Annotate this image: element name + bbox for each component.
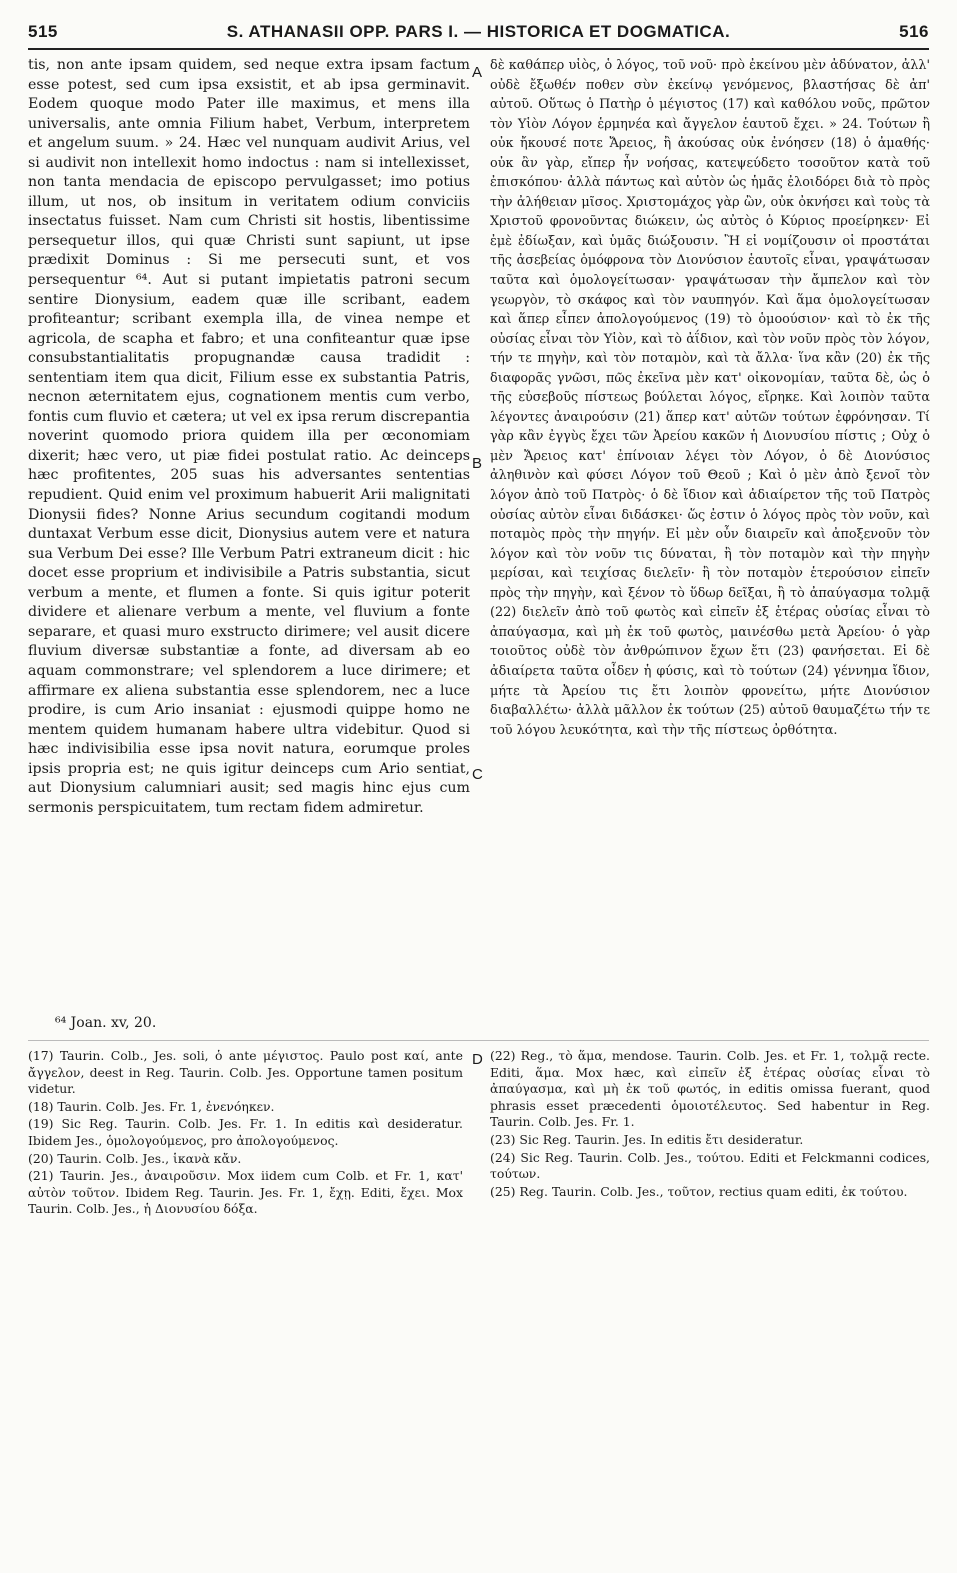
note-23: (23) Sic Reg. Taurin. Jes. In editis ἔτι desideratur. [490,1131,804,1147]
notes-right [490,1048,930,1201]
notes-left [28,1048,463,1219]
page-header [28,18,929,50]
footnote-divider [28,1040,929,1041]
note-22: (22) Reg., τὸ ἅμα, mendose. Taurin. Colb. Jes. et Fr. 1, τολμᾷ recte. Editi, ἅμα. Mox hæc, καὶ εἰπεῖν ἐξ ἑτέρας οὐσίας εἶναι τὸ ἀπαύγασμα, καὶ μὴ ἐκ τοῦ φωτός, in editis omissa fuerant, quod phrasis esset præcedenti ὁμοιοτέλευτος. Sed habentur in Reg. Taurin. Colb. Jes. Fr. 1. [490,1048,930,1130]
latin-text: tis, non ante ipsam quidem, sed neque extra ipsam factum esse potest, sed cum ipsa exsistit, et ab ipsa germinavit. Eodem quoque modo Pater ille maximus, et mens illa universalis, ante omnia Filium habet, Verbum, interpretem et angelum suum. » 24. Hæc vel nunquam audivit Arius, vel si audivit non intellexit homo indoctus : nam si intellexisset, non tanta mendacia de episcopo pervulgasset; imo potius illum, ut nos, ob insitum in veritatem odium conviciis insectatus fuisset. Nam cum Christi sit hostis, libentissime persequetur illos, qui quæ Christi sunt sapiunt, ut ipse prædixit Dominus : Si me persecuti sunt, et vos persequentur ⁶⁴. Aut si putant impietatis patroni secum sentire Dionysium, eadem quæ ille scribant, eadem profiteantur; scribant exempla illa, de vinea nempe et agricola, de scapha et fabro; et una confiteantur quæ ipse consubstantialitatis propugnandæ causa tradidit : sententiam item qua dicit, Filium esse ex substantia Patris, necnon æternitatem ejus, cognationem mentis cum verbo, fontis cum fluvio et cætera; ut vel ex ipsa rerum discrepantia noverint quomodo priora quidem illa per œconomiam dixerit; hæc vero, ut piæ fidei postulat ratio. Ac deinceps hæc profitentes, 205 suas his adversantes sententias repudient. Quid enim vel proximum habuerit Arii malignitati Dionysii fides? Nonne Arius secundum cogitandi modum duntaxat Verbum esse dicit, Dionysius autem vere et natura sua Verbum Dei esse? Ille Verbum Patri extraneum dicit : hic docet esse proprium et indivisibile a Patris substantia, sicut verbum a mente, et flumen a fonte. Si quis igitur poterit dividere et alienare verbum a mente, vel fluvium a fonte separare, et quasi muro exstructo dirimere; vel ausit dicere fluvium diversæ substantiæ a fonte, ad diversam ab eo aquam commonstrare; vel splendorem a luce dirimere; et affirmare ex aliena substantia esse splendorem, nec a luce prodire, is cum Ario insaniat : ejusmodi quippe homo ne mentem quidem humanam habere ultra videbitur. Quod si hæc indivisibilia esse ipsa novit natura, eorumque proles ipsis propria est; ne quis igitur deinceps cum Ario sentiat, aut Dionysium calumniari ausit; sed magis hinc ejus cum sermonis perspicuitatem, tum rectam fidem admiretur. [28,57,470,816]
marker-d: D [472,1051,483,1068]
marker-a: A [472,64,483,81]
scripture-footnote: ⁶⁴ Joan. xv, 20. [55,1015,157,1031]
page-number-right: 516 [899,22,929,41]
greek-column [490,56,930,740]
note-19: (19) Sic Reg. Taurin. Colb. Jes. Fr. 1. In editis καὶ desideratur. Ibidem Jes., ὁμολογούμενος, pro ἀπολογούμενος. [28,1116,463,1148]
marker-b: B [472,455,483,472]
latin-column [28,56,470,818]
running-title: S. ATHANASII OPP. PARS I. — HISTORICA ET DOGMATICA. [226,22,731,41]
greek-text: δὲ καθάπερ υἱὸς, ὁ λόγος, τοῦ νοῦ· πρὸ ἐκείνου μὲν ἀδύνατον, ἀλλ' οὐδὲ ἔξωθέν ποθεν σὺν ἐκείνῳ γενόμενος, βλαστήσας δὲ ἀπ' αὐτοῦ. Οὕτως ὁ Πατὴρ ὁ μέγιστος (17) καὶ καθόλου νοῦς, πρῶτον τὸν Υἱὸν Λόγον ἑρμηνέα καὶ ἄγγελον ἑαυτοῦ ἔχει. » 24. Τούτων ἢ οὐκ ἤκουσέ ποτε Ἄρειος, ἢ ἀκούσας οὐκ ἐνόησεν (18) ὁ ἀμαθής· οὐκ ἂν γὰρ, εἴπερ ἦν νοήσας, κατεψεύδετο τοσοῦτον κατὰ τοῦ ἐπισκόπου· ἀλλὰ πάντως καὶ αὐτὸν ὡς ἡμᾶς ἐλοιδόρει διὰ τὸ πρὸς τὴν ἀλήθειαν μῖσος. Χριστομάχος γὰρ ὢν, οὐκ ὀκνήσει καὶ τοὺς τὰ Χριστοῦ φρονοῦντας διώκειν, ὡς αὐτὸς ὁ Κύριος προείρηκεν· Εἰ ἐμὲ ἐδίωξαν, καὶ ὑμᾶς διώξουσιν. Ἢ εἰ νομίζουσιν οἱ προστάται τῆς ἀσεβείας ὁμόφρονα τὸν Διονύσιον ἑαυτοῖς εἶναι, γραψάτωσαν ταῦτα καὶ ὁμολογείτωσαν· γραψάτωσαν τὴν ἄμπελον καὶ τὸν γεωργὸν, τὸ σκάφος καὶ τὸν ναυπηγόν. Καὶ ἅμα ὁμολογείτωσαν καὶ ἅπερ εἶπεν ἀπολογούμενος (19) τὸ ὁμοούσιον· καὶ τὸ ἐκ τῆς οὐσίας εἶναι τὸν Υἱὸν, καὶ τὸ ἀΐδιον, καὶ τὸν νοῦν πρὸς τὸν λόγον, τήν τε πηγὴν, καὶ τὸν ποταμὸν, καὶ τὰ ἄλλα· ἵνα κἂν (20) ἐκ τῆς διαφορᾶς γνῶσι, πῶς ἐκεῖνα μὲν κατ' οἰκονομίαν, ταῦτα δὲ, ὡς ὁ τῆς εὐσεβοῦς πίστεως βούλεται λόγος, εἴρηκε. Καὶ λοιπὸν ταῦτα λέγοντες ἀναιρούσιν (21) ἅπερ κατ' αὐτῶν τούτων ἐφρόνησαν. Τί γὰρ κἂν ἐγγὺς ἔχει τῶν Ἀρείου κακῶν ἡ Διονυσίου πίστις ; Οὐχ ὁ μὲν Ἄρειος κατ' ἐπίνοιαν λέγει τὸν Λόγον, ὁ δὲ Διονύσιος ἀληθινὸν καὶ φύσει Λόγον τοῦ Θεοῦ ; Καὶ ὁ μὲν ἀπὸ ξενοῖ τὸν λόγον ἀπὸ τοῦ Πατρὸς· ὁ δὲ ἴδιον καὶ ἀδιαίρετον τῆς τοῦ Πατρὸς οὐσίας αὐτὸν εἶναι διδάσκει· ὥς ἐστιν ὁ λόγος πρὸς τὸν νοῦν, καὶ ποταμὸς πρὸς τὴν πηγήν. Εἰ μὲν οὖν διαιρεῖν καὶ ἀποξενοῦν τὸν λόγον καὶ τὸν νοῦν τις δύναται, ἢ τὸν ποταμὸν καὶ τὴν πηγὴν μερίσαι, καὶ τειχίσας διελεῖν· ἢ τὸν ποταμὸν ἑτερούσιον εἰπεῖν πρὸς τὴν πηγὴν, καὶ ξένον τὸ ὕδωρ δεῖξαι, ἢ τὸ ἀπαύγασμα τολμᾷ (22) διελεῖν ἀπὸ τοῦ φωτὸς καὶ εἰπεῖν ἐξ ἑτέρας οὐσίας εἶναι τὸ ἀπαύγασμα, καὶ μὴ ἐκ τοῦ φωτὸς, μαινέσθω μετὰ Ἀρείου· ὁ γὰρ τοιοῦτος οὐδὲ τὸν ἀνθρώπινον ἔχων ἔτι (23) φανήσεται. Εἰ δὲ ἀδιαίρετα ταῦτα οἶδεν ἡ φύσις, καὶ τὸ τούτων (24) γέννημα ἴδιον, μήτε τὰ Ἀρείου τις ἔτι λοιπὸν φρονείτω, μήτε Διονύσιον διαβαλλέτω· ἀλλὰ μᾶλλον ἐκ τούτων (25) αὐτοῦ θαυμαζέτω τήν τε τοῦ λόγου λευκότητα, καὶ τὴν τῆς πίστεως ὀρθότητα. [490,58,930,738]
marker-c: C [472,766,483,783]
page-number-left: 515 [28,22,58,41]
note-18: (18) Taurin. Colb. Jes. Fr. 1, ἐνενόηκεν. [28,1098,275,1114]
note-25: (25) Reg. Taurin. Colb. Jes., τοῦτον, rectius quam editi, ἐκ τούτου. [490,1183,908,1199]
note-20: (20) Taurin. Colb. Jes., ἱκανὰ κἄν. [28,1150,242,1166]
note-17: (17) Taurin. Colb., Jes. soli, ὁ ante μέγιστος. Paulo post καί, ante ἄγγελον, deest in Reg. Taurin. Colb. Jes. Opportune tamen positum videtur. [28,1048,463,1097]
note-21: (21) Taurin. Jes., ἀναιροῦσιν. Mox iidem cum Colb. et Fr. 1, κατ' αὐτὸν τοῦτον. Ibidem Reg. Taurin. Jes. Fr. 1, ἔχῃ. Editi, ἔχει. Mox Taurin. Colb. Jes., ἡ Διονυσίου δόξα. [28,1168,463,1217]
note-24: (24) Sic Reg. Taurin. Colb. Jes., τούτου. Editi et Felckmanni codices, τούτων. [490,1149,930,1182]
